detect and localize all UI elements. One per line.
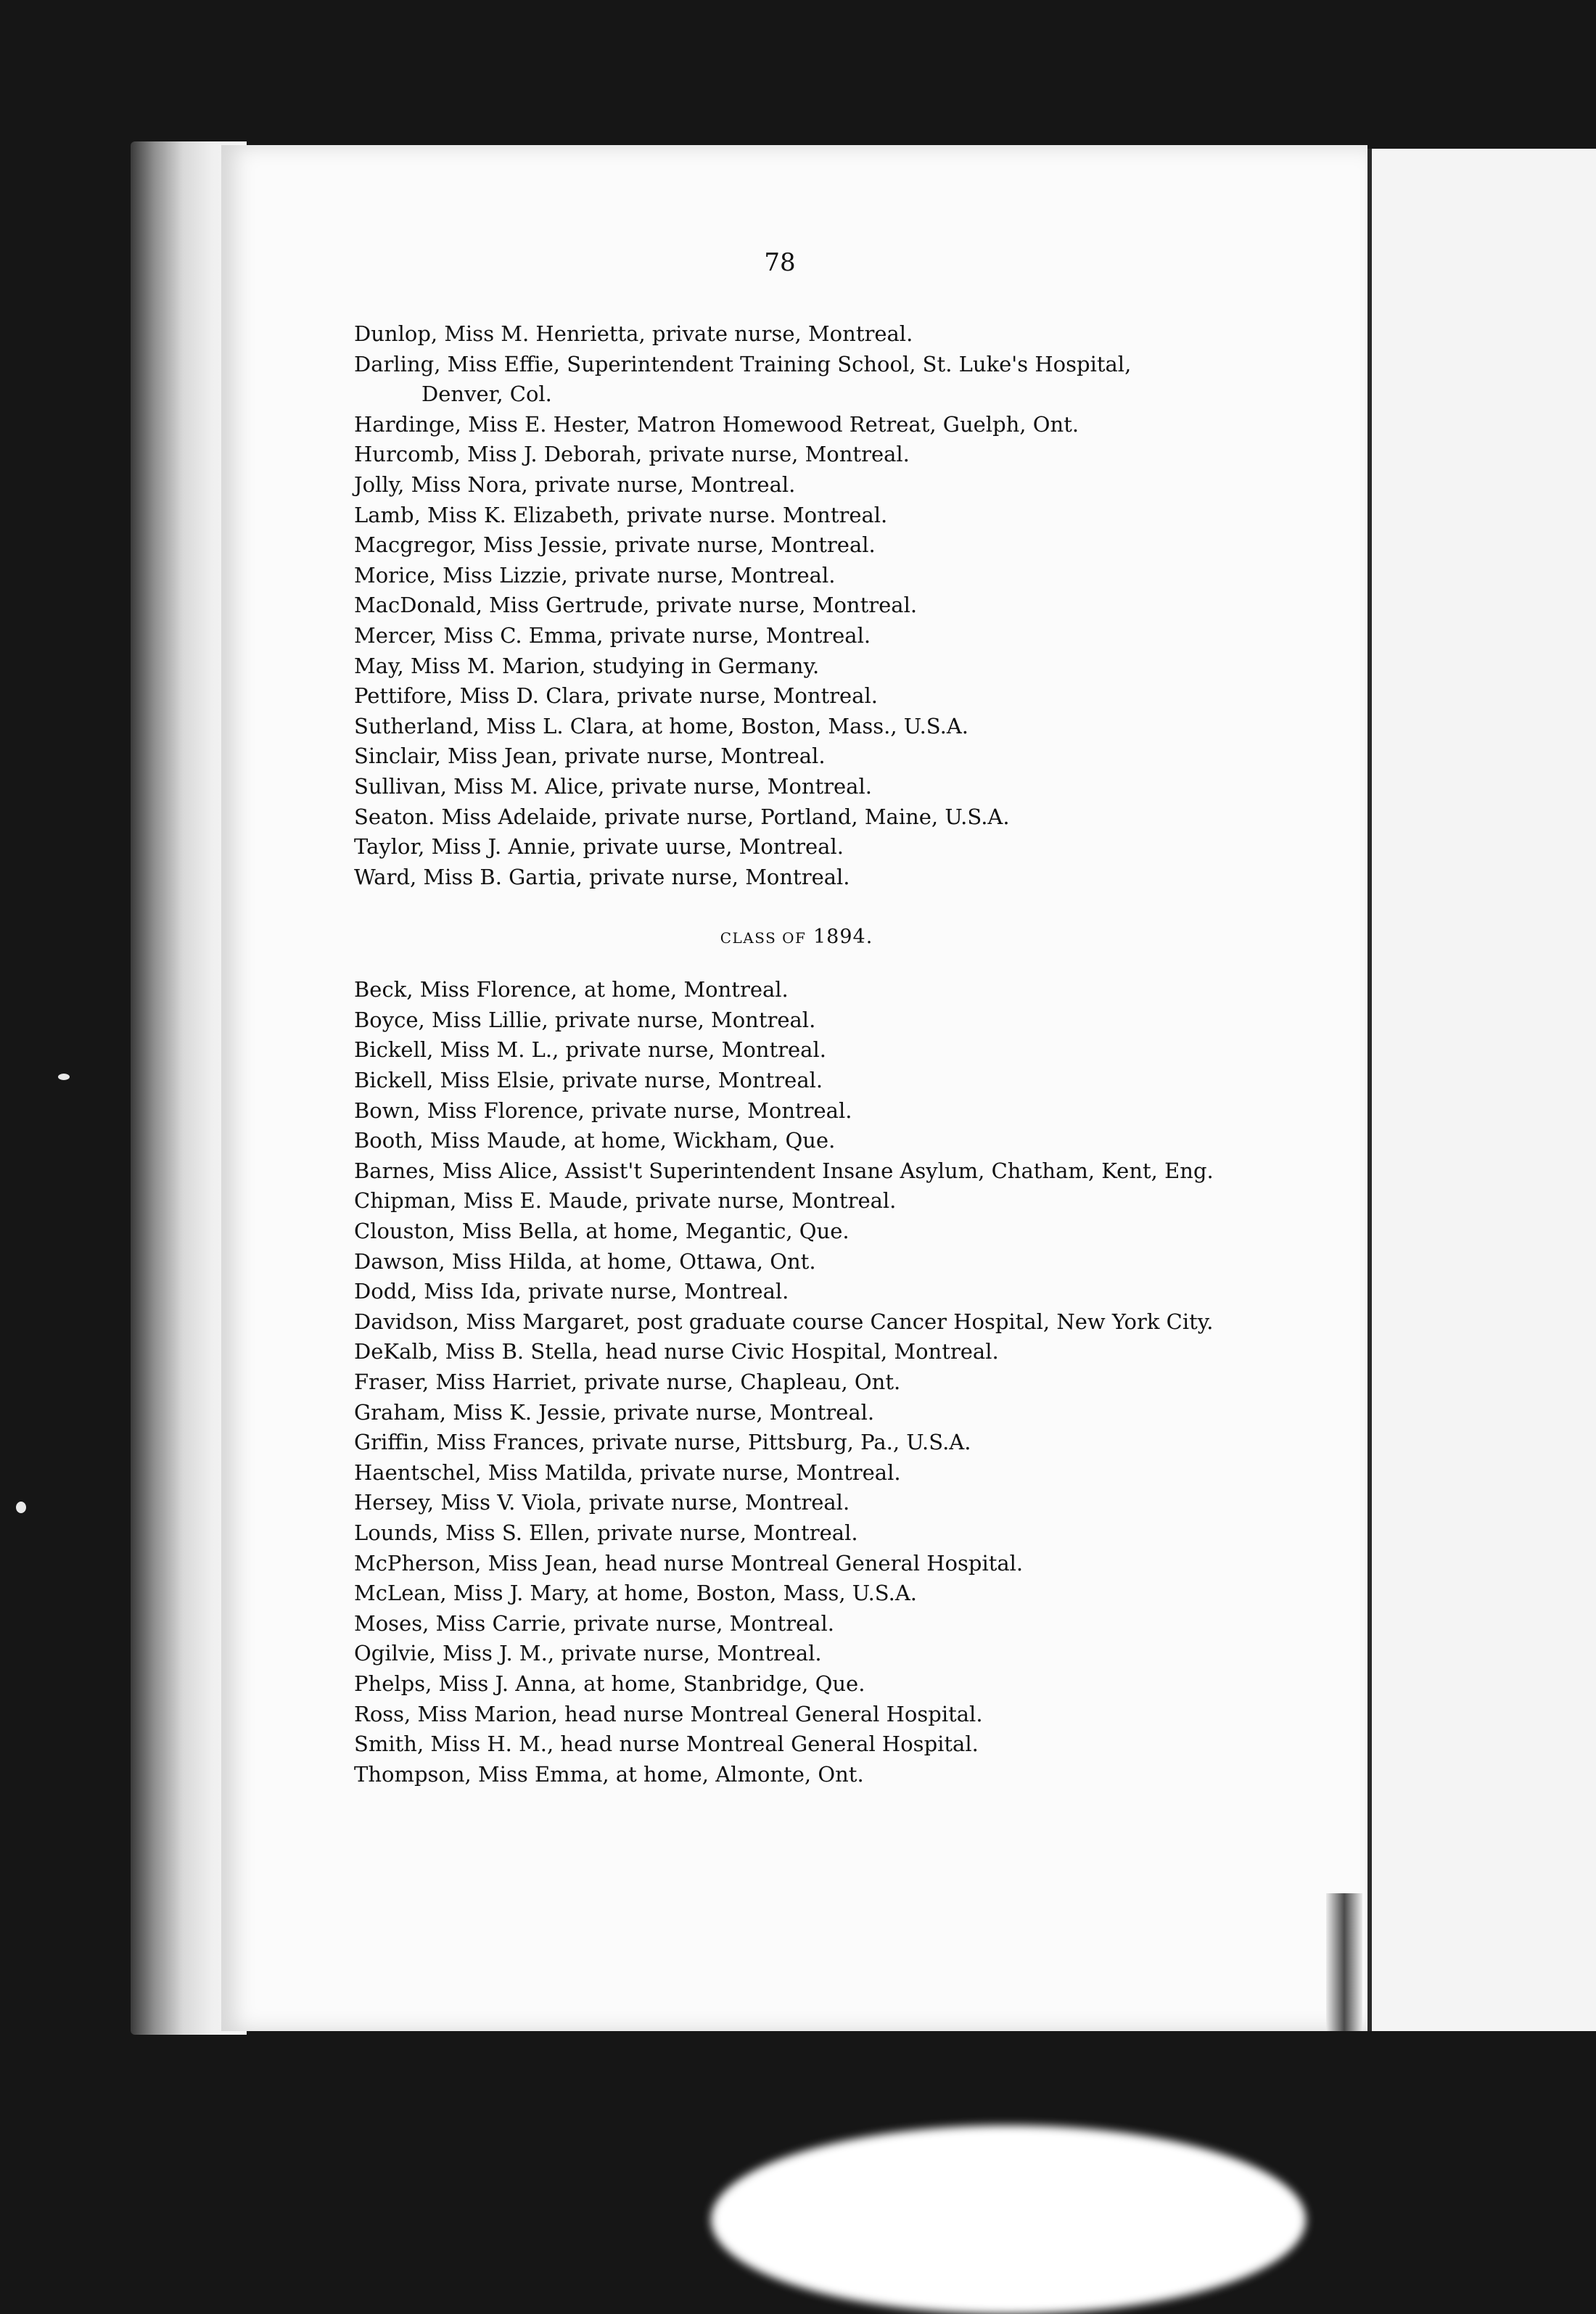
list-entry: Lamb, Miss K. Elizabeth, private nurse. Montreal. [354,502,888,527]
list-entry: Smith, Miss H. M., head nurse Montreal General Hospital. [354,1732,979,1757]
list-entry: Seaton. Miss Adelaide, private nurse, Portland, Maine, U.S.A. [354,804,1010,829]
list-entry: Clouston, Miss Bella, at home, Megantic, Que. [354,1219,850,1244]
list-entry: MacDonald, Miss Gertrude, private nurse, Montreal. [354,593,918,618]
list-entry: McLean, Miss J. Mary, at home, Boston, Mass, U.S.A. [354,1581,918,1606]
list-entry: McPherson, Miss Jean, head nurse Montreal General Hospital. [354,1550,1024,1576]
list-entry: Davidson, Miss Margaret, post graduate course Cancer Hospital, New York City. [354,1309,1214,1334]
class-1894-list [354,975,1268,1790]
page-number: 78 [764,248,796,277]
list-entry: Dunlop, Miss M. Henrietta, private nurse, Montreal. [354,321,913,346]
list-entry: Ward, Miss B. Gartia, private nurse, Montreal. [354,864,850,889]
list-entry: Lounds, Miss S. Ellen, private nurse, Montreal. [354,1520,858,1545]
class-heading-label: CLASS OF [720,929,807,947]
list-entry: Bickell, Miss Elsie, private nurse, Montreal. [354,1068,823,1093]
list-entry: Dodd, Miss Ida, private nurse, Montreal. [354,1279,789,1304]
list-entry: Mercer, Miss C. Emma, private nurse, Montreal. [354,622,871,648]
list-entry: Sutherland, Miss L. Clara, at home, Boston, Mass., U.S.A. [354,713,969,738]
list-entry: Booth, Miss Maude, at home, Wickham, Que. [354,1128,836,1153]
list-entry: Boyce, Miss Lillie, private nurse, Montreal. [354,1007,816,1032]
list-entry: Fraser, Miss Harriet, private nurse, Chapleau, Ont. [354,1370,901,1394]
list-entry: Hurcomb, Miss J. Deborah, private nurse, Montreal. [354,442,910,467]
dust-speck [16,1502,26,1513]
class-heading-year: 1894. [813,926,873,949]
list-entry: Ross, Miss Marion, head nurse Montreal General Hospital. [354,1701,983,1726]
graduate-list [354,319,1268,892]
list-entry: Hardinge, Miss E. Hester, Matron Homewood Retreat, Guelph, Ont. [354,411,1079,437]
list-entry: May, Miss M. Marion, studying in Germany. [354,653,820,678]
list-entry-continuation: Denver, Col. [421,382,552,407]
list-entry: Jolly, Miss Nora, private nurse, Montreal. [354,472,796,497]
dust-speck [58,1074,70,1080]
list-entry: Thompson, Miss Emma, at home, Almonte, Ont. [354,1761,864,1787]
list-entry: Sinclair, Miss Jean, private nurse, Montreal. [354,744,826,769]
list-entry: Sullivan, Miss M. Alice, private nurse, Montreal. [354,773,872,799]
light-glare [711,2125,1306,2314]
list-entry: Ogilvie, Miss J. M., private nurse, Montreal. [354,1641,822,1666]
list-entry: Macgregor, Miss Jessie, private nurse, Montreal. [354,532,876,558]
list-entry: Beck, Miss Florence, at home, Montreal. [354,977,789,1002]
list-entry: Morice, Miss Lizzie, private nurse, Montreal. [354,562,836,588]
list-entry: Haentschel, Miss Matilda, private nurse, Montreal. [354,1459,901,1485]
list-entry: Phelps, Miss J. Anna, at home, Stanbridge, Que. [354,1671,865,1696]
page-body [354,319,1268,1790]
list-entry: Barnes, Miss Alice, Assist't Superintendent Insane Asylum, Chatham, Kent, Eng. [354,1158,1214,1183]
facing-page [1367,149,1596,2031]
list-entry: Chipman, Miss E. Maude, private nurse, Montreal. [354,1188,897,1214]
list-entry: Hersey, Miss V. Viola, private nurse, Montreal. [354,1490,850,1515]
list-entry: Dawson, Miss Hilda, at home, Ottawa, Ont. [354,1248,816,1274]
list-entry: Griffin, Miss Frances, private nurse, Pittsburg, Pa., U.S.A. [354,1430,971,1455]
list-entry: Graham, Miss K. Jessie, private nurse, Montreal. [354,1399,875,1425]
list-entry: Moses, Miss Carrie, private nurse, Montreal. [354,1610,834,1636]
list-entry: Darling, Miss Effie, Superintendent Training School, St. Luke's Hospital, [354,351,1132,376]
page-gutter-tear [1326,1893,1362,2031]
class-heading [340,921,1254,954]
list-entry: Bickell, Miss M. L., private nurse, Montreal. [354,1037,826,1063]
list-entry: Pettifore, Miss D. Clara, private nurse, Montreal. [354,683,878,709]
list-entry: Bown, Miss Florence, private nurse, Montreal. [354,1098,852,1123]
list-entry: DeKalb, Miss B. Stella, head nurse Civic Hospital, Montreal. [354,1339,999,1364]
list-entry: Taylor, Miss J. Annie, private uurse, Montreal. [354,834,844,860]
